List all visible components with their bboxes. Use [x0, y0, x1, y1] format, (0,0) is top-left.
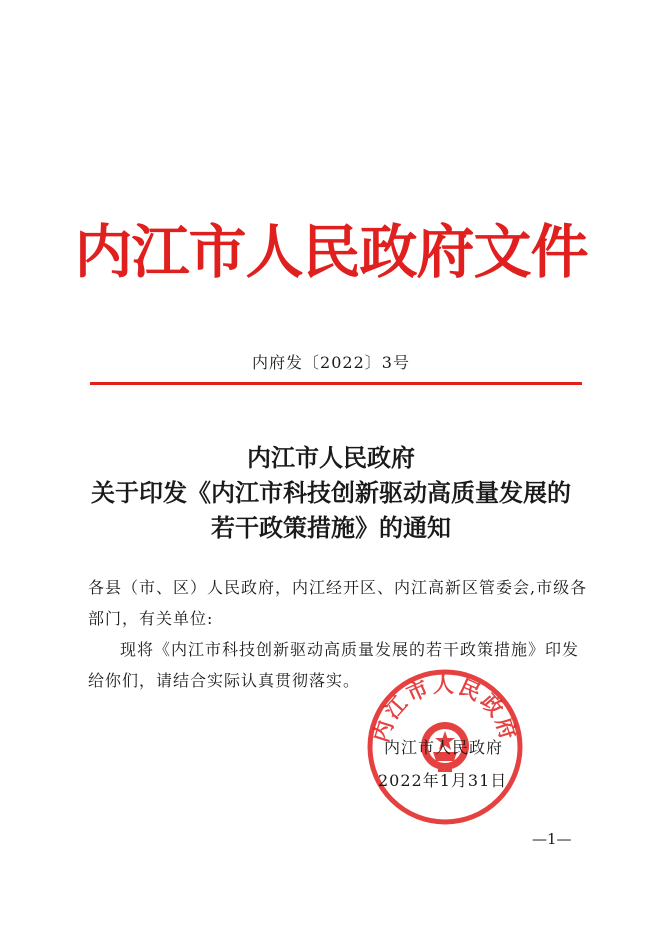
signature-date: 2022年1月31日 — [378, 771, 508, 790]
content-paragraph: 现将《内江市科技创新驱动高质量发展的若干政策措施》印发给你们，请结合实际认真贯彻落实。 — [88, 640, 580, 690]
document-header-title: 内江市人民政府文件 — [74, 218, 588, 286]
document-number: 内府发〔2022〕3号 — [252, 353, 410, 372]
seal-text: 内江市人民政府 — [367, 672, 523, 745]
page-number: —1— — [532, 830, 572, 848]
red-divider — [90, 382, 582, 385]
notice-title-line-1: 内江市人民政府 — [247, 443, 415, 472]
notice-title — [0, 440, 662, 545]
notice-title-line-2: 关于印发《内江市科技创新驱动高质量发展的 — [91, 478, 571, 507]
recipients-paragraph: 各县（市、区）人民政府，内江经开区、内江高新区管委会,市级各部门，有关单位: — [88, 578, 588, 628]
signature-org: 内江市人民政府 — [384, 738, 504, 757]
notice-title-line-3: 若干政策措施》的通知 — [211, 513, 451, 542]
